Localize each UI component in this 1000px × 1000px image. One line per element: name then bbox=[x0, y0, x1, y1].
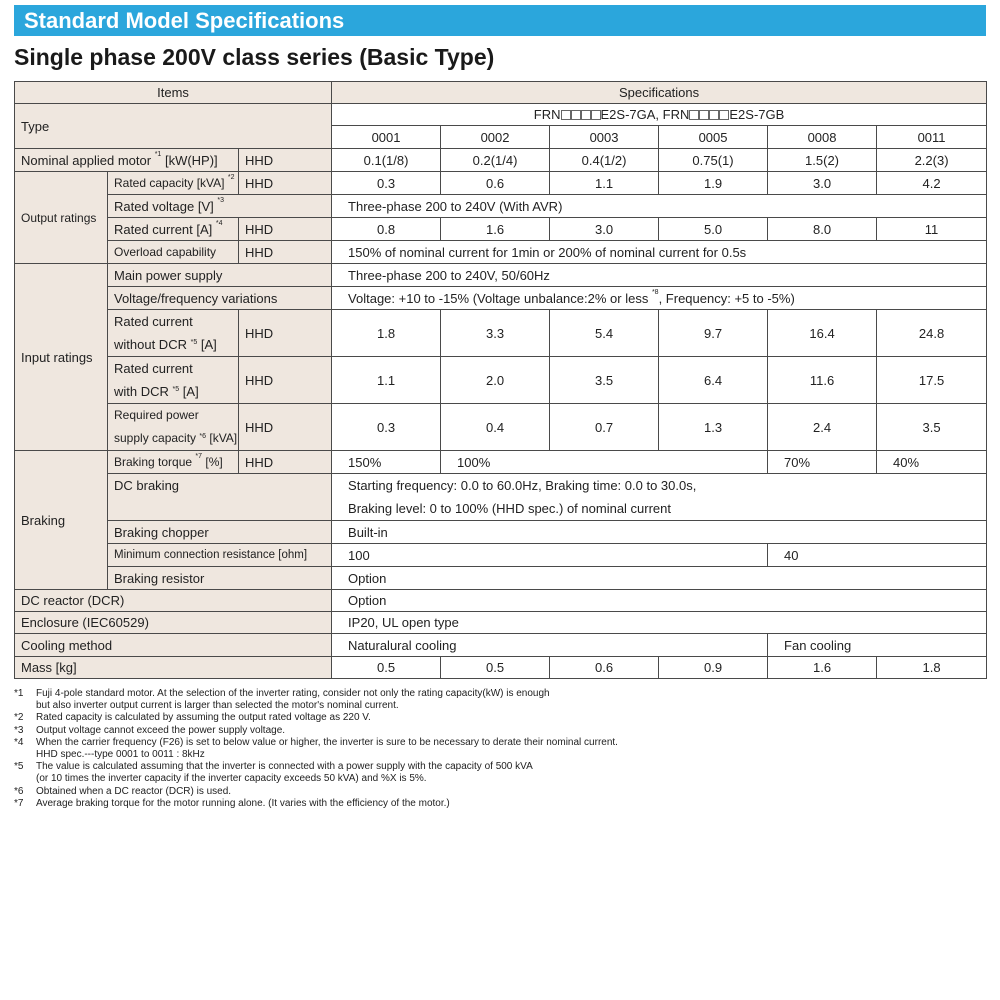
required-power-row bbox=[15, 404, 987, 451]
cell-value: 1.8 bbox=[877, 657, 987, 679]
duty-label: HHD bbox=[239, 357, 332, 404]
cell-value: 3.5 bbox=[877, 404, 987, 451]
placeholder-box-icon bbox=[591, 110, 601, 120]
braking-torque-row bbox=[15, 451, 987, 474]
chopper-value: Built-in bbox=[332, 521, 987, 544]
duty-label: HHD bbox=[239, 172, 332, 195]
spec-table bbox=[14, 81, 987, 679]
rated-voltage-label: Rated voltage [V] $^{*3}$ bbox=[108, 195, 332, 218]
cell-value: 16.4 bbox=[768, 310, 877, 357]
cell-value: 100 bbox=[332, 544, 768, 567]
cell-value: 0.9 bbox=[659, 657, 768, 679]
rated-capacity-row bbox=[15, 172, 987, 195]
main-power-row bbox=[15, 264, 987, 287]
cell-value: 2.2(3) bbox=[877, 149, 987, 172]
duty-label: HHD bbox=[239, 451, 332, 474]
cell-value: 1.8 bbox=[332, 310, 441, 357]
cooling-label: Cooling method bbox=[15, 634, 332, 657]
model-code: 0003 bbox=[550, 126, 659, 149]
output-ratings-group: Output ratings bbox=[15, 172, 108, 264]
placeholder-box-icon bbox=[719, 110, 729, 120]
braking-group: Braking bbox=[15, 451, 108, 590]
cell-value: 40% bbox=[877, 451, 987, 474]
overload-row bbox=[15, 241, 987, 264]
cell-value: 8.0 bbox=[768, 218, 877, 241]
cell-value: 24.8 bbox=[877, 310, 987, 357]
rated-current-row bbox=[15, 218, 987, 241]
cell-value: 3.3 bbox=[441, 310, 550, 357]
cell-value: 1.1 bbox=[332, 357, 441, 404]
cell-value: 0.1(1/8) bbox=[332, 149, 441, 172]
cell-value: 1.3 bbox=[659, 404, 768, 451]
dcr-row bbox=[15, 590, 987, 612]
enclosure-value: IP20, UL open type bbox=[332, 612, 987, 634]
cell-value: 1.6 bbox=[768, 657, 877, 679]
dc-braking-row bbox=[15, 474, 987, 521]
footnote: *3 Output voltage cannot exceed the power supply voltage. bbox=[14, 724, 286, 736]
resistor-label: Braking resistor bbox=[108, 567, 332, 590]
vf-variation-value: Voltage: +10 to -15% (Voltage unbalance:2% or less $^{*8}$, Frequency: +5 to -5%) bbox=[332, 287, 987, 310]
braking-torque-label: Braking torque $^{*7}$ [%] bbox=[108, 451, 239, 474]
cell-value: 5.0 bbox=[659, 218, 768, 241]
rated-voltage-value: Three-phase 200 to 240V (With AVR) bbox=[332, 195, 987, 218]
cell-value: 4.2 bbox=[877, 172, 987, 195]
placeholder-box-icon bbox=[699, 110, 709, 120]
footnote: *1 Fuji 4-pole standard motor. At the selection of the inverter rating, consider not only the rating capacity(kW) is enough but also inverter output current is larger than selected the motor's nominal current. bbox=[14, 688, 550, 712]
cooling-row bbox=[15, 634, 987, 657]
cell-value: 11 bbox=[877, 218, 987, 241]
nominal-motor-label: Nominal applied motor $^{*1}$ [kW(HP)] bbox=[15, 149, 239, 172]
placeholder-box-icon bbox=[581, 110, 591, 120]
placeholder-box-icon bbox=[689, 110, 699, 120]
type-middle: E2S-7GA, FRN bbox=[600, 107, 690, 122]
cell-value: 0.3 bbox=[332, 404, 441, 451]
model-code: 0005 bbox=[659, 126, 768, 149]
rc-without-dcr-label: Rated current without DCR $^{*5}$ [A] bbox=[108, 310, 239, 357]
dc-braking-value: Starting frequency: 0.0 to 60.0Hz, Braking time: 0.0 to 30.0s, Braking level: 0 to 100% (HHD spec.) of nominal current bbox=[332, 474, 987, 521]
duty-label: HHD bbox=[239, 404, 332, 451]
cell-value: 0.3 bbox=[332, 172, 441, 195]
cell-value: 0.75(1) bbox=[659, 149, 768, 172]
duty-label: HHD bbox=[239, 241, 332, 264]
cell-value: 0.4 bbox=[441, 404, 550, 451]
main-power-value: Three-phase 200 to 240V, 50/60Hz bbox=[332, 264, 987, 287]
footnotes bbox=[14, 688, 986, 810]
dcr-label: DC reactor (DCR) bbox=[15, 590, 332, 612]
rc-with-dcr-label: Rated current with DCR $^{*5}$ [A] bbox=[108, 357, 239, 404]
min-resistance-row bbox=[15, 544, 987, 567]
duty-label: HHD bbox=[239, 149, 332, 172]
cell-value: 0.4(1/2) bbox=[550, 149, 659, 172]
chopper-row bbox=[15, 521, 987, 544]
duty-label: HHD bbox=[239, 218, 332, 241]
overload-value: 150% of nominal current for 1min or 200% of nominal current for 0.5s bbox=[332, 241, 987, 264]
type-prefix: FRN bbox=[533, 107, 561, 122]
type-label: Type bbox=[15, 104, 332, 149]
rc-with-dcr-row bbox=[15, 357, 987, 404]
required-power-label: Required power supply capacity $^{*6}$ [kVA] bbox=[108, 404, 239, 451]
cell-value: 0.8 bbox=[332, 218, 441, 241]
cell-value: 0.7 bbox=[550, 404, 659, 451]
resistor-value: Option bbox=[332, 567, 987, 590]
footnote: *4 When the carrier frequency (F26) is set to below value or higher, the inverter is sure to be necessary to derate their nominal current. HHD spec.---type 0001 to 0011 : 8kHz bbox=[14, 736, 618, 761]
cell-value: 3.0 bbox=[768, 172, 877, 195]
header-items: Items bbox=[15, 82, 332, 104]
cell-value: 2.0 bbox=[441, 357, 550, 404]
vf-variation-label: Voltage/frequency variations bbox=[108, 287, 332, 310]
cell-value: 11.6 bbox=[768, 357, 877, 404]
header-specifications: Specifications bbox=[332, 82, 987, 104]
cell-value: 17.5 bbox=[877, 357, 987, 404]
footnote: *5 The value is calculated assuming that the inverter is connected with a power supply with the capacity of 500 kVA (or 10 times the inverter capacity if the inverter capacity exceeds 50 kVA) and %X is 5%. bbox=[14, 761, 533, 785]
cell-value: 150% bbox=[332, 451, 441, 474]
type-row bbox=[15, 104, 987, 126]
model-code: 0001 bbox=[332, 126, 441, 149]
cell-value: 40 bbox=[768, 544, 987, 567]
enclosure-row bbox=[15, 612, 987, 634]
cell-value: 70% bbox=[768, 451, 877, 474]
vf-variation-row bbox=[15, 287, 987, 310]
footnote: *7 Average braking torque for the motor running alone. (It varies with the efficiency of the motor.) bbox=[14, 797, 450, 809]
footnote: *2 Rated capacity is calculated by assuming the output rated voltage as 220 V. bbox=[14, 712, 371, 724]
main-power-label: Main power supply bbox=[108, 264, 332, 287]
page-subtitle: Single phase 200V class series (Basic Type) bbox=[14, 44, 495, 70]
min-resistance-label: Minimum connection resistance [ohm] bbox=[108, 544, 332, 567]
cell-value: 0.6 bbox=[441, 172, 550, 195]
placeholder-box-icon bbox=[709, 110, 719, 120]
mass-row bbox=[15, 657, 987, 679]
section-banner: Standard Model Specifications bbox=[14, 5, 986, 36]
resistor-row bbox=[15, 567, 987, 590]
cell-value: 100% bbox=[441, 451, 768, 474]
cell-value: 2.4 bbox=[768, 404, 877, 451]
cell-value: 0.5 bbox=[332, 657, 441, 679]
cell-value: Fan cooling bbox=[768, 634, 987, 657]
cell-value: 3.5 bbox=[550, 357, 659, 404]
rated-capacity-label: Rated capacity [kVA] $^{*2}$ bbox=[108, 172, 239, 195]
model-code: 0008 bbox=[768, 126, 877, 149]
cell-value: 1.1 bbox=[550, 172, 659, 195]
duty-label: HHD bbox=[239, 310, 332, 357]
cell-value: 1.5(2) bbox=[768, 149, 877, 172]
cell-value: 1.6 bbox=[441, 218, 550, 241]
cell-value: 5.4 bbox=[550, 310, 659, 357]
input-ratings-group: Input ratings bbox=[15, 264, 108, 451]
cell-value: 6.4 bbox=[659, 357, 768, 404]
cell-value: 0.2(1/4) bbox=[441, 149, 550, 172]
rated-current-label: Rated current [A] $^{*4}$ bbox=[108, 218, 239, 241]
cell-value: 1.9 bbox=[659, 172, 768, 195]
cell-value: 9.7 bbox=[659, 310, 768, 357]
cell-value: Naturalural cooling bbox=[332, 634, 768, 657]
rc-without-dcr-row bbox=[15, 310, 987, 357]
dcr-value: Option bbox=[332, 590, 987, 612]
header-row bbox=[15, 82, 987, 104]
dc-braking-label: DC braking bbox=[108, 474, 332, 521]
enclosure-label: Enclosure (IEC60529) bbox=[15, 612, 332, 634]
model-code: 0011 bbox=[877, 126, 987, 149]
rated-voltage-row bbox=[15, 195, 987, 218]
model-code: 0002 bbox=[441, 126, 550, 149]
type-suffix: E2S-7GB bbox=[729, 107, 785, 122]
mass-label: Mass [kg] bbox=[15, 657, 332, 679]
cell-value: 0.6 bbox=[550, 657, 659, 679]
cell-value: 0.5 bbox=[441, 657, 550, 679]
placeholder-box-icon bbox=[571, 110, 581, 120]
cell-value: 3.0 bbox=[550, 218, 659, 241]
overload-label: Overload capability bbox=[108, 241, 239, 264]
nominal-motor-row bbox=[15, 149, 987, 172]
placeholder-box-icon bbox=[561, 110, 571, 120]
type-designation bbox=[332, 104, 987, 126]
footnote: *6 Obtained when a DC reactor (DCR) is used. bbox=[14, 785, 232, 797]
chopper-label: Braking chopper bbox=[108, 521, 332, 544]
